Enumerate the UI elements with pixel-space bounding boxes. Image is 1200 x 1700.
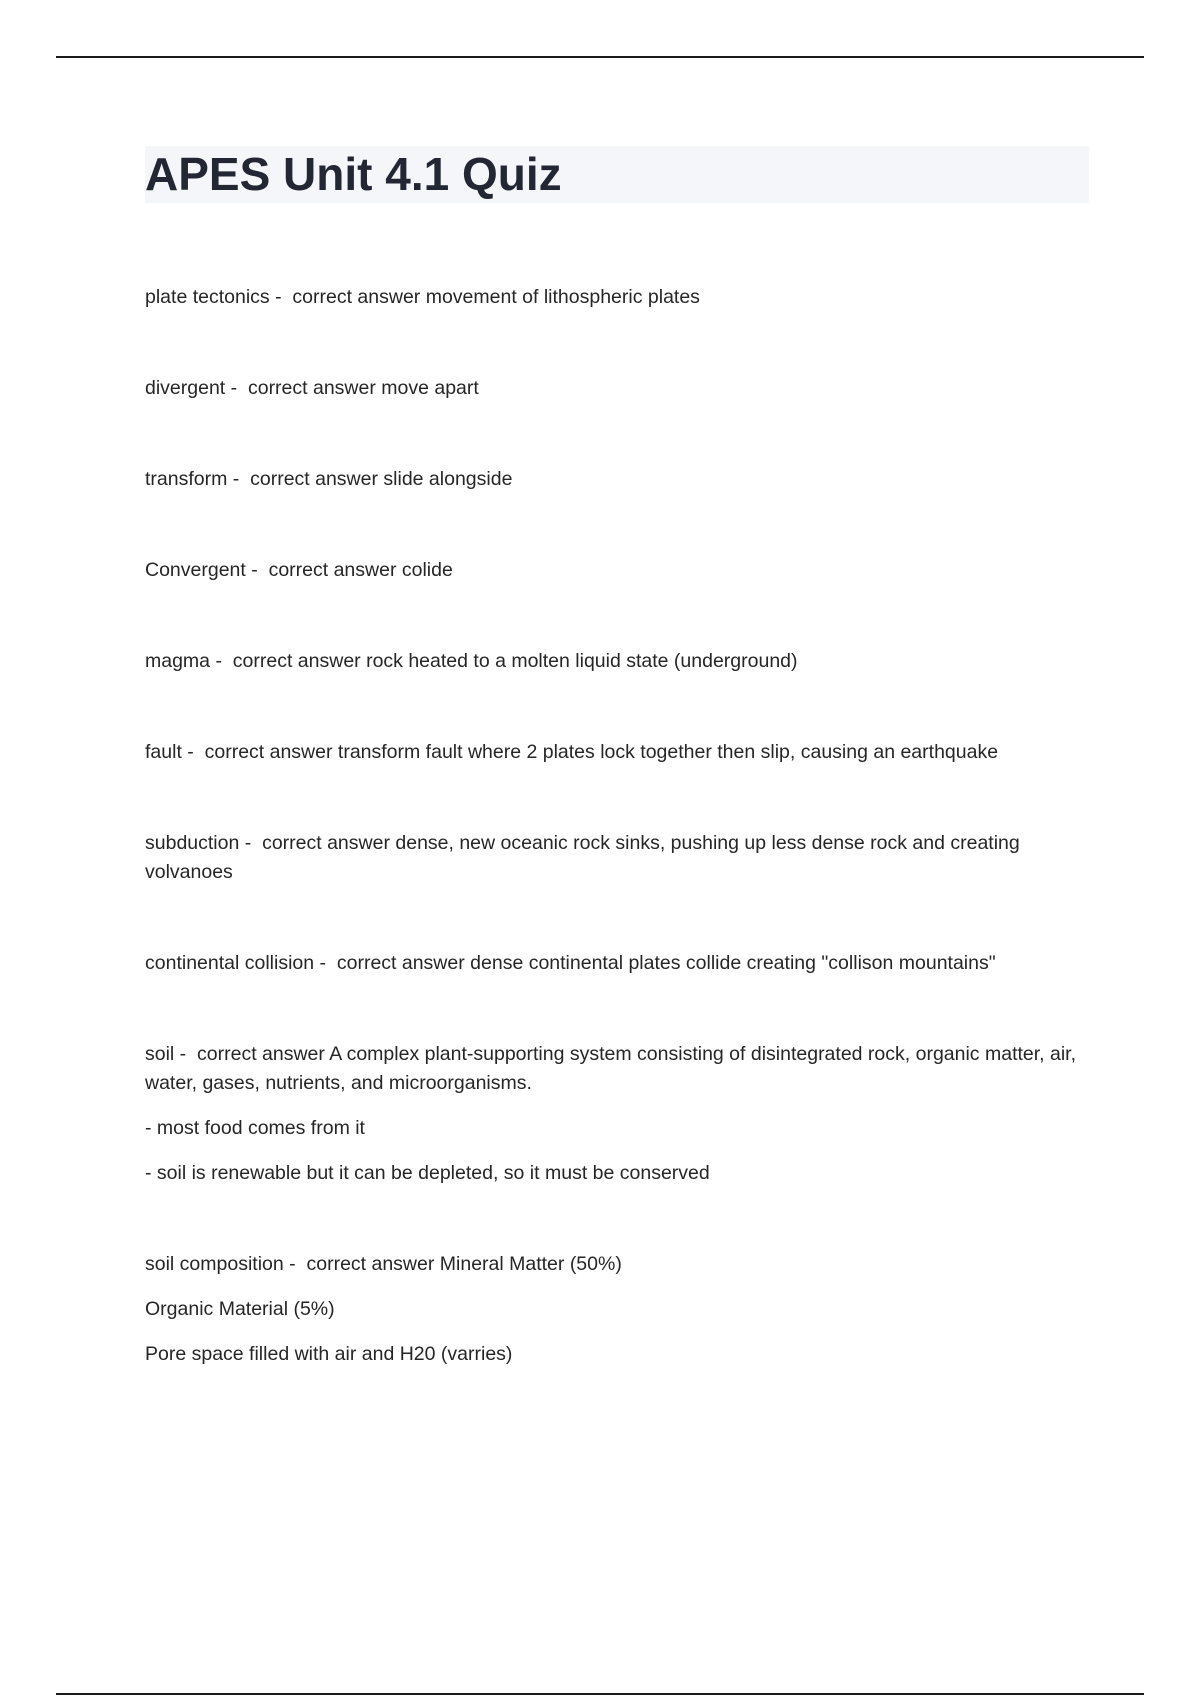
qa-term: subduction <box>145 832 240 854</box>
qa-answer-text: Organic Material (5%) <box>145 1298 335 1320</box>
qa-answer-prefix: correct answer <box>197 1043 325 1065</box>
qa-answer-text: colide <box>401 559 453 581</box>
qa-answer-text: dense continental plates collide creating "collison mountains" <box>470 952 996 974</box>
qa-separator: - <box>283 1253 307 1275</box>
qa-answer-prefix: correct answer <box>250 468 378 490</box>
qa-separator: - <box>181 741 205 763</box>
qa-answer-text: dense, new oceanic rock sinks, pushing up less dense rock and creating volvanoes <box>145 832 1020 883</box>
qa-separator: - <box>239 832 263 854</box>
qa-answer-text: - most food comes from it <box>145 1117 365 1139</box>
qa-answer-text: rock heated to a molten liquid state (underground) <box>366 650 798 672</box>
qa-item <box>145 374 1089 403</box>
document-title: APES Unit 4.1 Quiz <box>145 148 562 200</box>
qa-separator: - <box>225 377 248 399</box>
qa-first-line <box>145 647 1089 676</box>
qa-item <box>145 738 1089 767</box>
qa-term: divergent <box>145 377 226 399</box>
qa-first-line <box>145 283 1089 312</box>
qa-item <box>145 556 1089 585</box>
qa-item <box>145 949 1089 978</box>
qa-item <box>145 1040 1089 1188</box>
qa-term: magma <box>145 650 211 672</box>
qa-item <box>145 647 1089 676</box>
qa-separator: - <box>227 468 251 490</box>
qa-answer-prefix: correct answer <box>247 377 376 399</box>
qa-term: soil <box>145 1043 175 1065</box>
qa-separator: - <box>314 952 337 974</box>
qa-term: plate tectonics <box>145 286 270 308</box>
qa-item <box>145 829 1089 887</box>
qa-term: Convergent <box>145 559 246 581</box>
qa-answer-prefix: correct answer <box>306 1253 435 1275</box>
qa-first-line <box>145 949 1089 978</box>
document-page <box>145 146 1089 1431</box>
qa-answer-prefix: correct answer <box>292 286 421 308</box>
qa-first-line <box>145 465 1089 494</box>
qa-term: soil composition <box>145 1253 284 1275</box>
qa-separator: - <box>245 559 269 581</box>
qa-continuation-line <box>145 1295 1089 1324</box>
qa-first-line <box>145 1250 1089 1279</box>
qa-first-line <box>145 556 1089 585</box>
qa-answer-text: slide alongside <box>383 468 513 490</box>
qa-first-line <box>145 829 1089 887</box>
qa-answer-prefix: correct answer <box>262 832 390 854</box>
qa-separator: - <box>210 650 233 672</box>
qa-first-line <box>145 374 1089 403</box>
qa-continuation-line <box>145 1340 1089 1369</box>
qa-item <box>145 1250 1089 1369</box>
qa-separator: - <box>174 1043 198 1065</box>
qa-term: fault <box>145 741 182 763</box>
qa-item <box>145 465 1089 494</box>
qa-continuation-line <box>145 1114 1089 1143</box>
qa-continuation-line <box>145 1159 1089 1188</box>
qa-term: transform <box>145 468 228 490</box>
qa-separator: - <box>269 286 293 308</box>
qa-answer-prefix: correct answer <box>268 559 397 581</box>
qa-list <box>145 283 1089 1369</box>
qa-answer-prefix: correct answer <box>336 952 465 974</box>
qa-answer-text: A complex plant-supporting system consisting of disintegrated rock, organic matter, air, water, gases, nutrients, and microorganisms. <box>145 1043 1077 1094</box>
qa-answer-text: Mineral Matter (50%) <box>439 1253 622 1275</box>
qa-answer-text: transform fault where 2 plates lock together then slip, causing an earthquake <box>337 741 999 763</box>
qa-first-line <box>145 1040 1089 1098</box>
qa-item <box>145 283 1089 312</box>
qa-answer-text: Pore space filled with air and H20 (varries) <box>145 1343 513 1365</box>
qa-answer-text: move apart <box>381 377 479 399</box>
top-rule <box>56 56 1144 58</box>
qa-answer-prefix: correct answer <box>232 650 361 672</box>
bottom-rule <box>56 1693 1144 1695</box>
qa-answer-text: - soil is renewable but it can be depleted, so it must be conserved <box>145 1162 710 1184</box>
qa-answer-text: movement of lithospheric plates <box>425 286 700 308</box>
title-band <box>145 146 1089 203</box>
qa-first-line <box>145 738 1089 767</box>
qa-answer-prefix: correct answer <box>204 741 333 763</box>
qa-term: continental collision <box>145 952 315 974</box>
